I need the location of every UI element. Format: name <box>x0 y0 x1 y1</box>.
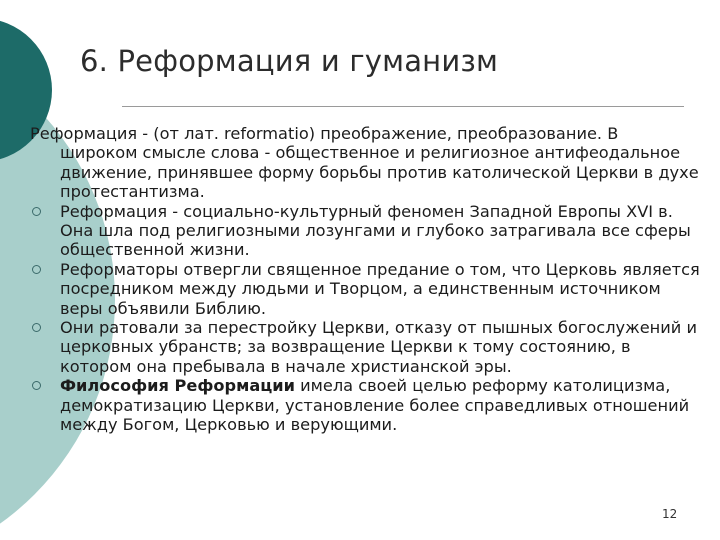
circle-bullet-icon <box>32 265 41 274</box>
bullet-text: Реформаторы отвергли священное предание о том, что Церковь является посредником между людьми и Творцом, а единственным источником веры объявили Библию. <box>60 259 700 318</box>
bullet-item <box>30 202 700 260</box>
intro-paragraph: Реформация - (от лат. reformatio) преображение, преобразование. В широком смысле слова - общественное и религиозное антифеодальное движение, принявшее форму борьбы против католической Церкви в духе протестантизма. <box>30 124 699 202</box>
bullet-item <box>30 376 700 434</box>
circle-bullet-icon <box>32 323 41 332</box>
circle-bullet-icon <box>32 207 41 216</box>
bullet-text: Они ратовали за перестройку Церкви, отказу от пышных богослужений и церковных убранств; за возвращение Церкви к тому состоянию, в котором она пребывала в начале христианской эры. <box>60 318 697 376</box>
bullet-bold-term: Философия Реформации <box>60 376 295 396</box>
bullet-text: Реформация - социально-культурный феномен Западной Европы XVI в. Она шла под религиозными лозунгами и глубоко затрагивала все сферы общественной жизни. <box>60 201 691 260</box>
page-number: 12 <box>662 507 678 521</box>
slide-title: 6. Реформация и гуманизм <box>80 44 499 78</box>
circle-bullet-icon <box>32 381 41 390</box>
bullet-text-rest: имела своей целью реформу католицизма, демократизацию Церкви, установление более справедливых отношений между Богом, Церковью и верующими. <box>60 376 690 435</box>
slide-body <box>30 124 700 435</box>
bullet-text <box>60 376 700 434</box>
bullet-item <box>30 260 700 318</box>
title-divider <box>122 106 684 107</box>
bullet-item <box>30 318 700 376</box>
